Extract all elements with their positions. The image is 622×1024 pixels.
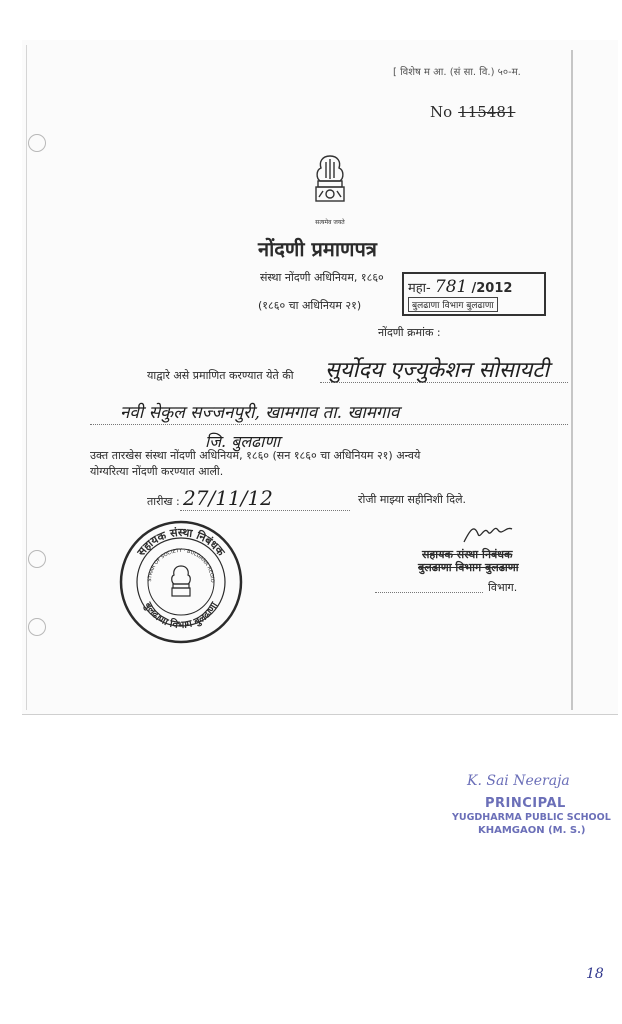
department-suffix: विभाग. [488, 581, 518, 594]
form-reference: [ विशेष म आ. (सं सा. वि.) ५०-म. [393, 67, 521, 78]
act-line: संस्था नोंदणी अधिनियम, १८६० [260, 271, 384, 284]
district-handwritten: जि. बुलढाणा [205, 432, 281, 451]
principal-signature: K. Sai Neeraja [467, 773, 570, 789]
principal-place: KHAMGAON (M. S.) [478, 825, 586, 836]
national-emblem-icon [308, 150, 352, 226]
act-line-2: (१८६० चा अधिनियम २१) [258, 299, 362, 312]
registration-number [408, 277, 512, 297]
reg-office-stamp: बुलढाणा विभाग बुलढाणा [408, 297, 498, 312]
body-text-1: उक्त तारखेस संस्था नोंदणी अधिनियम, १८६० (सन १८६० चा अधिनियम २१) अन्वये [90, 449, 421, 462]
society-name-handwritten: सुर्योदय एज्युकेशन सोसायटी [325, 358, 550, 383]
seal-top-text: सहायक संस्था निबंधक [134, 525, 228, 559]
reg-number-handwritten: 781 [434, 277, 468, 297]
official-title-line1: सहायक संस्था निबंधक [422, 548, 513, 561]
department-line [375, 592, 483, 593]
paper-bottom-edge [22, 714, 618, 715]
principal-school-name: YUGDHARMA PUBLIC SCHOOL [452, 812, 611, 823]
date-handwritten: 27/11/12 [183, 486, 273, 510]
serial-prefix: No [430, 103, 453, 121]
official-title-line2: बुलढाणा विभाग बुलढाणा [418, 561, 519, 574]
reg-no-label: नोंदणी क्रमांक : [378, 326, 441, 339]
society-name-line [320, 382, 568, 383]
address-handwritten: नवी सेकुल सज्जनपुरी, खामगाव ता. खामगाव [120, 403, 400, 423]
body-text-2: योग्यरित्या नोंदणी करण्यात आली. [90, 465, 224, 478]
serial-number [430, 103, 515, 121]
seal-bottom-text: बुलढाणा विभाग बुलढाणा [141, 600, 221, 632]
svg-text:ASSTT. REGISTRAR OF SOCIETY · [117, 518, 215, 583]
seal-emblem-icon [172, 566, 191, 596]
seal-ring-text: STRAR OF SOCIETY · BULDANA REGIO [146, 547, 216, 583]
certificate-title: नोंदणी प्रमाणपत्र [258, 237, 377, 261]
certify-text: याद्वारे असे प्रमाणित करण्यात येते की [147, 369, 294, 382]
registration-box [402, 272, 546, 316]
serial-value: 115481 [458, 103, 516, 121]
reg-prefix: महा- [408, 281, 431, 296]
reg-year: /2012 [471, 281, 513, 296]
address-line [90, 424, 568, 425]
punch-hole [28, 618, 46, 636]
emblem-caption: सत्यमेव जयते [315, 219, 345, 226]
date-line [180, 510, 350, 511]
page-number: 18 [586, 966, 604, 982]
punch-hole [28, 550, 46, 568]
date-tail-text: रोजी माझ्या सहीनिशी दिले. [358, 493, 467, 506]
punch-hole [28, 134, 46, 152]
registrar-seal-icon [117, 518, 245, 650]
paper-left-edge [26, 45, 27, 710]
paper-right-edge [571, 50, 573, 710]
principal-title: PRINCIPAL [485, 796, 566, 811]
date-label: तारीख : [147, 495, 180, 508]
